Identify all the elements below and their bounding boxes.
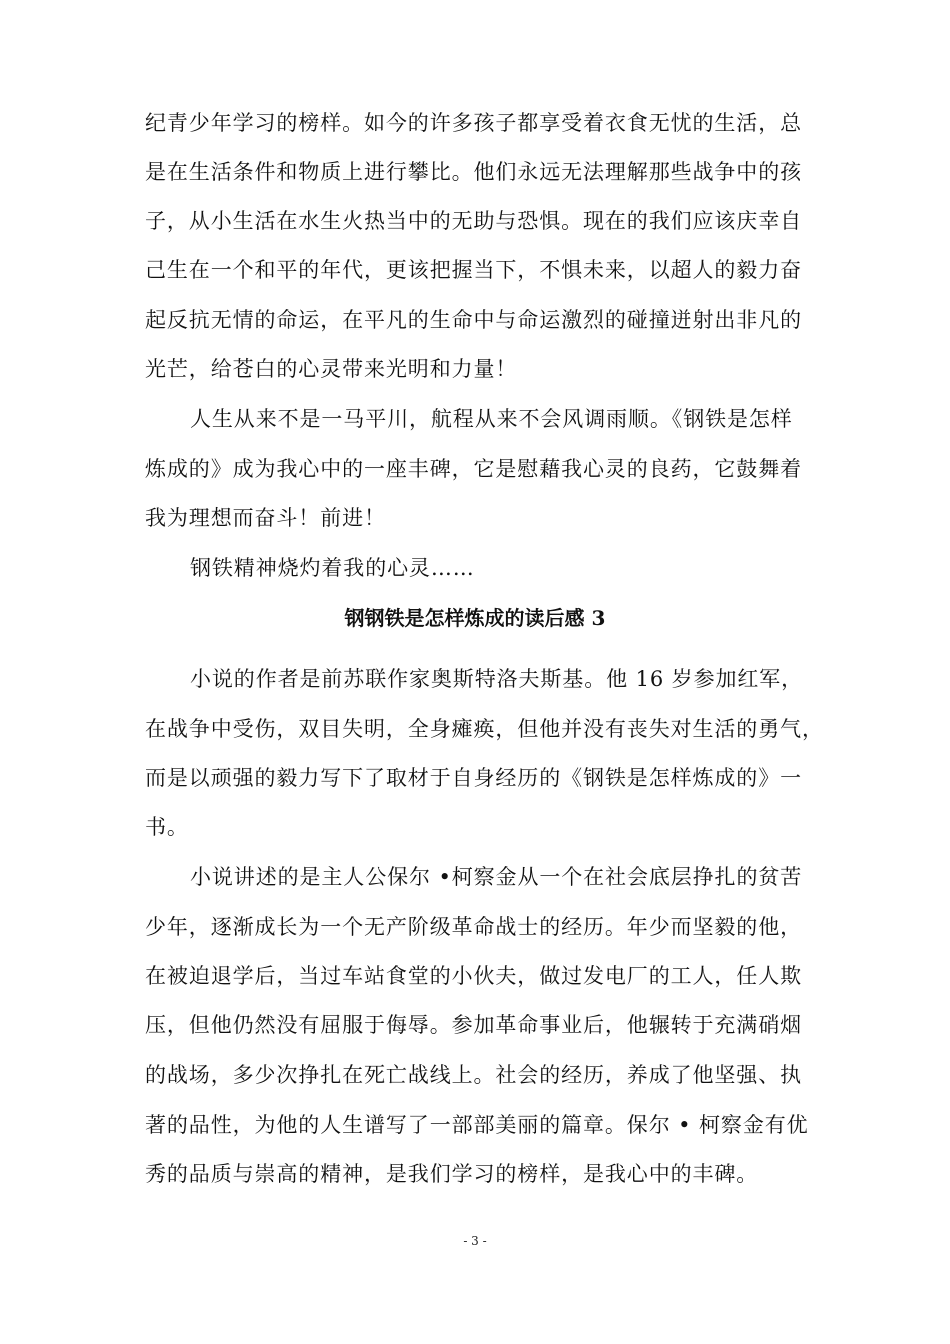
paragraph-1-line-5: 起反抗无情的命运，在平凡的生命中与命运激烈的碰撞迸射出非凡的 xyxy=(145,308,802,332)
page-number: - 3 - xyxy=(463,1234,487,1248)
paragraph-2-line-2: 炼成的》成为我心中的一座丰碑，它是慰藉我心灵的良药，它鼓舞着 xyxy=(145,457,802,481)
paragraph-4-line-2: 在战争中受伤，双目失明，全身瘫痪，但他并没有丧失对生活的勇气， xyxy=(145,717,824,741)
paragraph-1-line-4: 己生在一个和平的年代，更该把握当下，不惧未来，以超人的毅力奋 xyxy=(145,258,802,282)
paragraph-1-line-1: 纪青少年学习的榜样。如今的许多孩子都享受着衣食无忧的生活，总 xyxy=(145,111,802,135)
paragraph-5-line-2: 少年，逐渐成长为一个无产阶级革命战士的经历。年少而坚毅的他， xyxy=(145,915,802,939)
paragraph-5-line-5: 的战场，多少次挣扎在死亡战线上。社会的经历，养成了他坚强、执 xyxy=(145,1063,802,1087)
paragraph-5-line-4: 压，但他仍然没有屈服于侮辱。参加革命事业后，他辗转于充满硝烟 xyxy=(145,1013,802,1037)
paragraph-2-line-1: 人生从来不是一马平川，航程从来不会风调雨顺。《钢铁是怎样 xyxy=(190,407,793,431)
paragraph-5-line-6: 著的品性，为他的人生谱写了一部部美丽的篇章。保尔 • 柯察金有优 xyxy=(145,1113,809,1137)
paragraph-2-line-3: 我为理想而奋斗！前进！ xyxy=(145,506,386,530)
paragraph-4-line-3: 而是以顽强的毅力写下了取材于自身经历的《钢铁是怎样炼成的》一 xyxy=(145,766,802,790)
section-heading: 钢钢铁是怎样炼成的读后感 3 xyxy=(344,606,606,630)
paragraph-1-line-3: 子，从小生活在水生火热当中的无助与恐惧。现在的我们应该庆幸自 xyxy=(145,209,802,233)
paragraph-5-line-3: 在被迫退学后，当过车站食堂的小伙夫，做过发电厂的工人，任人欺 xyxy=(145,964,802,988)
paragraph-5-line-7: 秀的品质与崇高的精神，是我们学习的榜样，是我心中的丰碑。 xyxy=(145,1162,759,1186)
paragraph-4-line-1: 小说的作者是前苏联作家奥斯特洛夫斯基。他 16 岁参加红军， xyxy=(190,667,804,691)
paragraph-5-line-1: 小说讲述的是主人公保尔 •柯察金从一个在社会底层挣扎的贫苦 xyxy=(190,865,803,889)
paragraph-1-line-6: 光芒，给苍白的心灵带来光明和力量！ xyxy=(145,357,518,381)
paragraph-4-line-4: 书。 xyxy=(145,815,189,839)
paragraph-3-line-1: 钢铁精神烧灼着我的心灵…… xyxy=(190,556,475,580)
paragraph-1-line-2: 是在生活条件和物质上进行攀比。他们永远无法理解那些战争中的孩 xyxy=(145,160,802,184)
